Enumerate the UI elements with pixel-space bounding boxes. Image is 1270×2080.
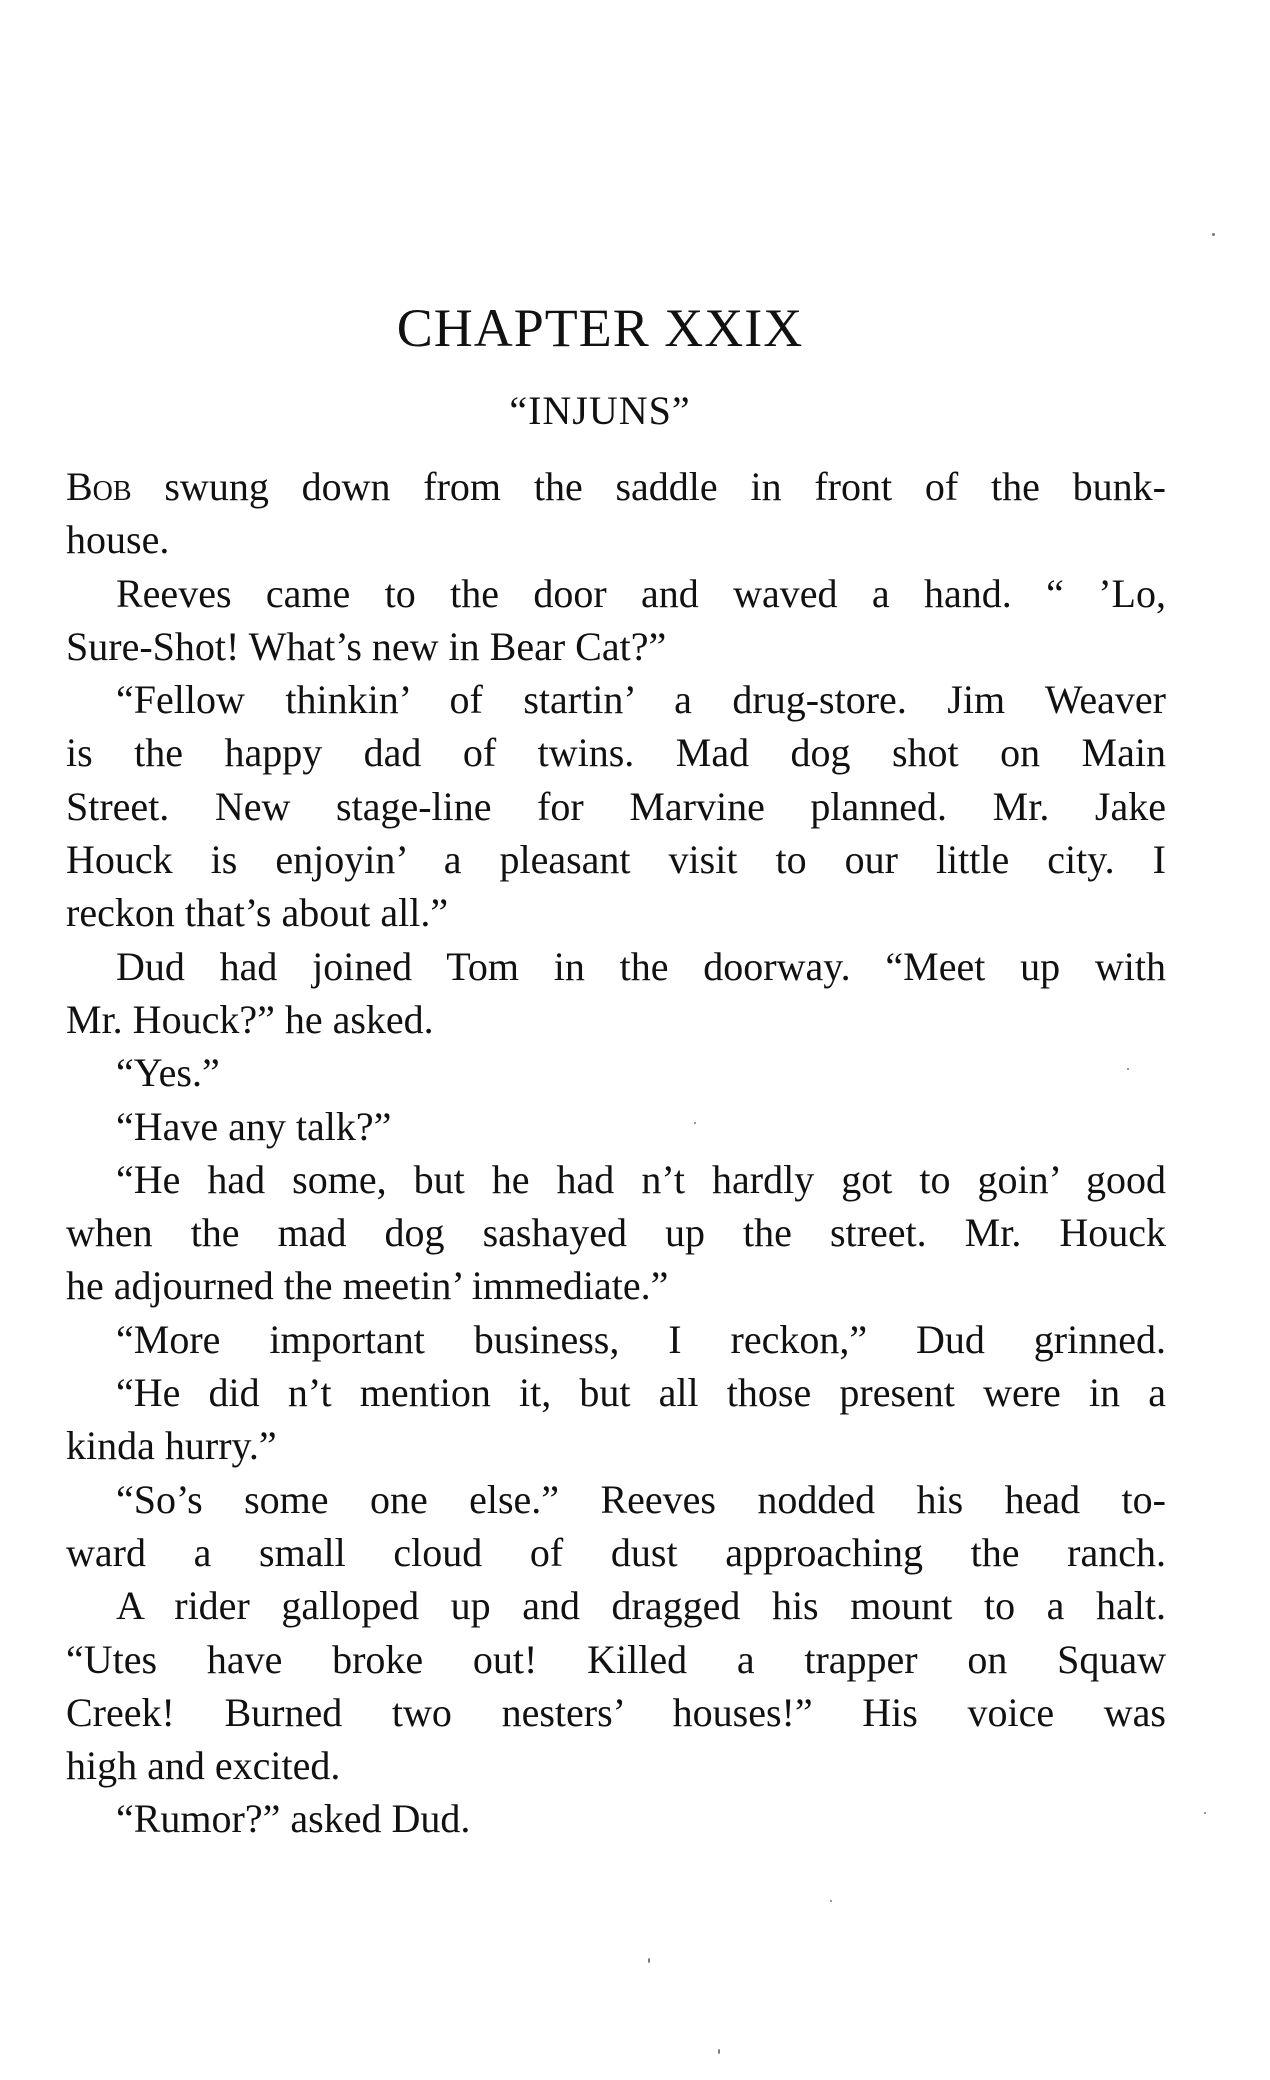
text-line: “He had some, but he had n’t hardly got to goin’ good	[116, 1156, 1166, 1202]
paper-speck	[718, 2049, 720, 2054]
text-line: “He did n’t mention it, but all those present were in a	[116, 1370, 1166, 1416]
text-line: Mr. Houck?” he asked.	[66, 996, 434, 1042]
paper-speck	[648, 1958, 650, 1963]
text-line: “More important business, I reckon,” Dud grinned.	[116, 1316, 1166, 1362]
paper-speck	[1212, 233, 1215, 236]
paper-speck	[830, 1900, 832, 1902]
text-line: Creek! Burned two nesters’ houses!” His voice was	[66, 1689, 1166, 1735]
text-line: house.	[66, 517, 170, 563]
text-line: Street. New stage-line for Marvine planned. Mr. Jake	[66, 783, 1166, 829]
text-line: Houck is enjoyin’ a pleasant visit to our little city. I	[66, 837, 1166, 883]
text-line: high and excited.	[66, 1743, 341, 1789]
text-line: kinda hurry.”	[66, 1423, 277, 1469]
text-line: “Utes have broke out! Killed a trapper on Squaw	[66, 1636, 1166, 1682]
text-line: he adjourned the meetin’ immediate.”	[66, 1263, 669, 1309]
paper-speck	[1127, 1068, 1129, 1070]
text-line: when the mad dog sashayed up the street. Mr. Houck	[66, 1210, 1166, 1256]
chapter-title: “INJUNS”	[509, 388, 691, 433]
text-line: is the happy dad of twins. Mad dog shot on Main	[66, 730, 1166, 776]
text-line: Bob swung down from the saddle in front of the bunk-	[66, 464, 1166, 509]
text-line: Sure-Shot! What’s new in Bear Cat?”	[66, 623, 667, 669]
chapter-heading: CHAPTER XXIX	[396, 298, 804, 358]
text-line: A rider galloped up and dragged his mount to a halt.	[116, 1583, 1166, 1629]
text-line: ward a small cloud of dust approaching the ranch.	[66, 1529, 1166, 1575]
text-line: “Rumor?” asked Dud.	[116, 1796, 471, 1842]
text-line: “Fellow thinkin’ of startin’ a drug-store. Jim Weaver	[116, 677, 1166, 723]
chapter-body	[66, 460, 1166, 1846]
text-line: “So’s some one else.” Reeves nodded his head to-	[116, 1476, 1166, 1522]
text-line: “Yes.”	[116, 1050, 220, 1096]
text-line: reckon that’s about all.”	[66, 890, 449, 936]
text-line: Dud had joined Tom in the doorway. “Meet up with	[116, 943, 1166, 989]
text-line: “Have any talk?”	[116, 1103, 392, 1149]
text-line: Reeves came to the door and waved a hand. “ ’Lo,	[116, 570, 1166, 616]
paper-speck	[1204, 1812, 1206, 1814]
drop-word: Bob	[66, 464, 132, 509]
paper-speck	[694, 1122, 696, 1124]
